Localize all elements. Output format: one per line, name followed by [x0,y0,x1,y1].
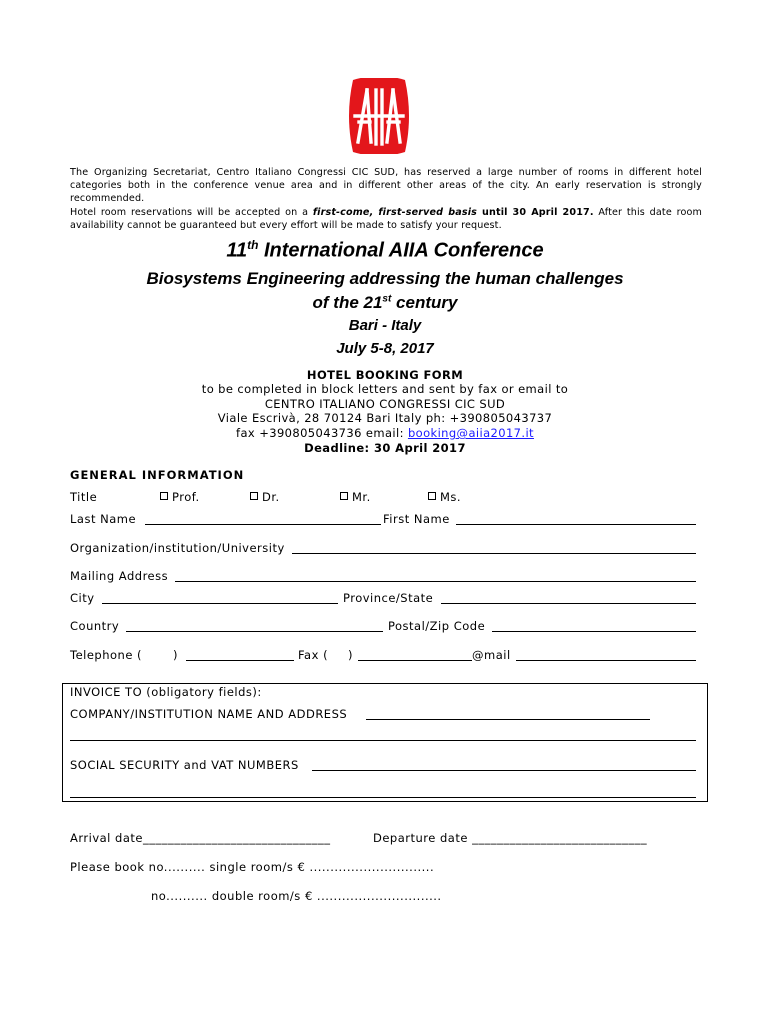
invoice-title: INVOICE TO (obligatory fields): [70,685,262,699]
conference-dates: July 5-8, 2017 [336,340,434,357]
organization-label: Organization/institution/University [70,541,285,555]
general-info-heading: GENERAL INFORMATION [70,468,245,482]
intro-text [70,166,702,232]
booking-email-link[interactable]: booking@aiia2017.it [407,426,534,440]
booking-deadline: Deadline: 30 April 2017 [304,441,466,455]
mailing-address-label: Mailing Address [70,569,169,583]
checkbox-icon[interactable] [160,492,168,500]
title-option-dr[interactable] [250,490,280,504]
single-room-line[interactable]: Please book no.......... single room/s € .............................. [70,860,435,874]
email-field[interactable] [516,660,696,661]
intro-p2-bold: until 30 April 2017. [477,206,594,218]
booking-line-4 [0,426,770,440]
intro-paragraph-2 [70,206,702,232]
checkbox-icon[interactable] [250,492,258,500]
social-security-field[interactable] [312,770,696,771]
booking-line-1: to be completed in block letters and sent by fax or email to [201,382,569,396]
company-field-line-2[interactable] [70,740,696,741]
company-label: COMPANY/INSTITUTION NAME AND ADDRESS [70,707,348,721]
title-option-label: Ms. [440,490,462,504]
title-option-label: Prof. [172,490,200,504]
invoice-box [62,683,708,802]
subtitle2-a: of the 21 [312,293,383,312]
country-field[interactable] [126,631,383,632]
title-option-prof[interactable] [160,490,200,504]
booking-line-3: Viale Escrivà, 28 70124 Bari Italy ph: +390805043737 [217,411,553,425]
city-label: City [70,591,95,605]
checkbox-icon[interactable] [340,492,348,500]
subtitle2-sup: st [382,293,392,305]
email-label: @mail [472,648,511,662]
mailing-address-field[interactable] [175,581,696,582]
subtitle2-b: century [391,293,458,312]
conference-title [0,238,770,263]
postal-code-label: Postal/Zip Code [388,619,486,633]
booking-fax-email-prefix: fax +390805043736 email: [236,426,408,440]
conference-place: Bari - Italy [348,317,422,334]
title-option-label: Dr. [262,490,280,504]
social-security-field-line-2[interactable] [70,797,696,798]
checkbox-icon[interactable] [428,492,436,500]
organization-field[interactable] [292,553,696,554]
company-field[interactable] [366,719,650,720]
conference-subtitle-1: Biosystems Engineering addressing the human challenges [146,269,624,288]
booking-line-2: CENTRO ITALIANO CONGRESSI CIC SUD [264,397,506,411]
conference-subtitle-2 [0,293,770,313]
fax-label: Fax ( [298,648,329,662]
fax-field[interactable] [358,660,472,661]
telephone-label: Telephone ( [70,648,143,662]
postal-code-field[interactable] [492,631,696,632]
double-room-line[interactable]: no.......... double room/s € .............................. [151,889,442,903]
conference-number-suffix: th [247,238,259,252]
departure-date-field[interactable]: Departure date ____________________________ [373,831,648,845]
country-label: Country [70,619,120,633]
first-name-field[interactable] [456,524,696,525]
title-option-ms[interactable] [428,490,461,504]
fax-paren-close: ) [348,648,353,662]
intro-p2-start: Hotel room reservations will be accepted on a [70,206,313,218]
province-label: Province/State [343,591,434,605]
title-option-label: Mr. [352,490,371,504]
first-name-label: First Name [383,512,450,526]
telephone-paren-close: ) [173,648,178,662]
arrival-date-field[interactable]: Arrival date______________________________ [70,831,331,845]
title-label: Title [70,490,98,504]
province-field[interactable] [441,603,696,604]
aiia-logo [347,78,411,154]
last-name-field[interactable] [145,524,381,525]
intro-p2-end: After this date room availability cannot be guaranteed but every effort will be made to satisfy your request. [70,206,702,231]
conference-number: 11 [226,239,248,262]
title-option-mr[interactable] [340,490,371,504]
city-field[interactable] [102,603,338,604]
conference-title-text: International AIIA Conference [258,239,544,262]
social-security-label: SOCIAL SECURITY and VAT NUMBERS [70,758,299,772]
intro-p2-emphasis: first-come, first-served basis [312,206,477,218]
booking-heading: HOTEL BOOKING FORM [306,368,464,382]
telephone-field[interactable] [186,660,294,661]
last-name-label: Last Name [70,512,137,526]
intro-paragraph-1: The Organizing Secretariat, Centro Italiano Congressi CIC SUD, has reserved a large number of rooms in different hotel categories both in the conference venue area and in different other areas of the city. An early reservation is strongly recommended. [70,167,702,205]
